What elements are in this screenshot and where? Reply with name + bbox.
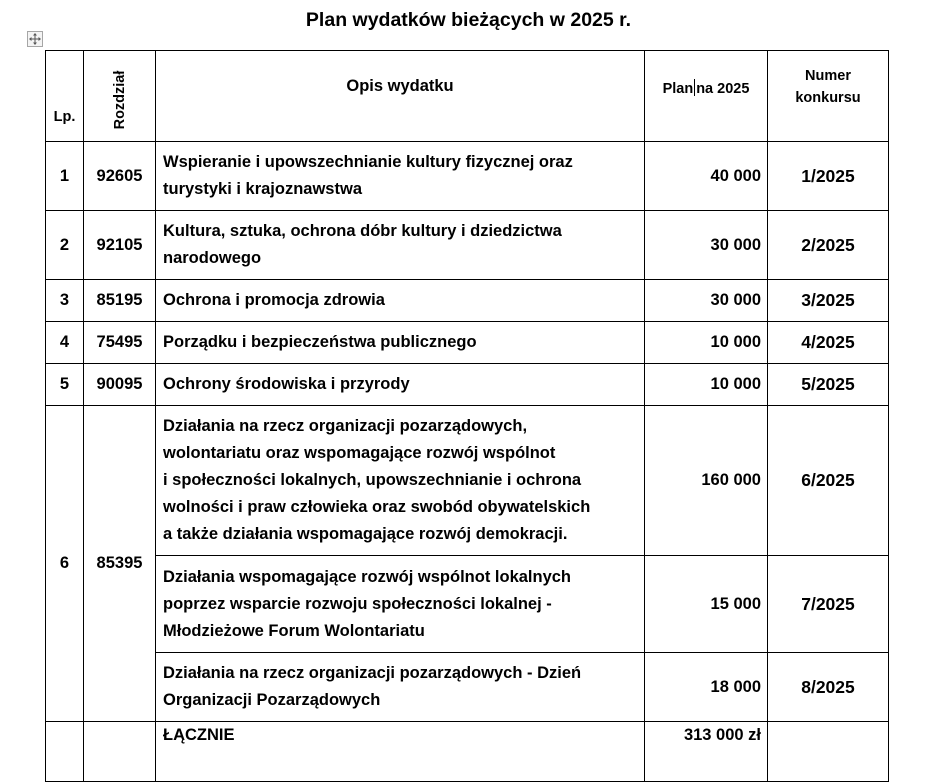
row-opis-line: Działania wspomagające rozwój wspólnot lokalnych (163, 567, 572, 586)
header-plan (645, 51, 768, 142)
row-lp: 5 (46, 364, 84, 406)
row-plan: 18 000 (645, 653, 768, 722)
row-opis-line: wolontariatu oraz wspomagające rozwój wspólnot (163, 444, 556, 462)
row-rozdzial: 90095 (84, 364, 156, 406)
row-opis-line: a także działania wspomagające rozwój demokracji. (163, 525, 568, 543)
row-rozdzial: 92105 (84, 211, 156, 280)
header-opis: Opis wydatku (156, 51, 645, 142)
row-opis-line: Działania na rzecz organizacji pozarządowych - Dzień (163, 664, 582, 682)
row-rozdzial: 75495 (84, 322, 156, 364)
table-row (46, 211, 889, 280)
row-opis (156, 364, 645, 406)
row-numer: 4/2025 (768, 322, 889, 364)
row-rozdzial: 92605 (84, 142, 156, 211)
row-plan: 15 000 (645, 556, 768, 653)
row-lp: 3 (46, 280, 84, 322)
table-row (46, 653, 889, 722)
row-opis (156, 406, 645, 556)
row-numer: 3/2025 (768, 280, 889, 322)
header-numer-line1: Numer (805, 68, 851, 84)
row-opis-line: Porządku i bezpieczeństwa publicznego (163, 333, 477, 351)
row-numer: 8/2025 (768, 653, 889, 722)
row-opis (156, 653, 645, 722)
row-opis-line: Kultura, sztuka, ochrona dóbr kultury i dziedzictwa (163, 222, 562, 240)
row-opis-line: wolności i praw człowieka oraz swobód obywatelskich (163, 498, 591, 516)
expenditure-table (45, 50, 889, 782)
header-rozdzial-label: Rozdział (111, 70, 128, 129)
row-lp: 6 (46, 406, 84, 722)
row-lp: 2 (46, 211, 84, 280)
total-numer-empty (768, 722, 889, 782)
row-rozdzial: 85395 (84, 406, 156, 722)
row-opis-line: poprzez wsparcie rozwoju społeczności lokalnej - (163, 594, 552, 613)
row-lp: 4 (46, 322, 84, 364)
row-numer: 7/2025 (768, 556, 889, 653)
row-plan: 10 000 (645, 364, 768, 406)
table-row (46, 406, 889, 556)
table-header-row (46, 51, 889, 142)
move-arrows-icon (29, 33, 41, 45)
row-lp: 1 (46, 142, 84, 211)
row-numer: 1/2025 (768, 142, 889, 211)
row-numer: 5/2025 (768, 364, 889, 406)
row-opis-line: Młodzieżowe Forum Wolontariatu (163, 621, 425, 640)
header-numer-line2: konkursu (795, 90, 861, 106)
table-row (46, 364, 889, 406)
row-opis-line: Działania na rzecz organizacji pozarządowych, (163, 417, 528, 435)
table-row (46, 142, 889, 211)
row-numer: 6/2025 (768, 406, 889, 556)
row-opis-line: Ochrona i promocja zdrowia (163, 291, 385, 309)
table-row (46, 556, 889, 653)
row-opis (156, 211, 645, 280)
row-opis-line: Ochrony środowiska i przyrody (163, 375, 410, 393)
total-plan: 313 000 zł (645, 722, 768, 782)
row-opis-line: Wspieranie i upowszechnianie kultury fizycznej oraz (163, 153, 573, 171)
total-row (46, 722, 889, 782)
total-rozdzial-empty (84, 722, 156, 782)
page-title: Plan wydatków bieżących w 2025 r. (305, 9, 632, 31)
row-opis (156, 322, 645, 364)
total-lp-empty (46, 722, 84, 782)
table-row (46, 280, 889, 322)
row-plan: 160 000 (645, 406, 768, 556)
header-rozdzial (84, 51, 156, 142)
row-opis-line: turystyki i krajoznawstwa (163, 180, 362, 198)
row-opis-line: narodowego (163, 249, 262, 267)
table-row (46, 322, 889, 364)
table-move-handle[interactable] (27, 31, 43, 47)
row-opis-line: i społeczności lokalnych, upowszechnianie i ochrona (163, 471, 582, 489)
row-plan: 30 000 (645, 280, 768, 322)
row-opis (156, 142, 645, 211)
row-opis-line: Organizacji Pozarządowych (163, 691, 381, 709)
header-plan-part1: Plan (662, 81, 694, 97)
header-numer (768, 51, 889, 142)
header-lp: Lp. (46, 51, 84, 142)
total-label: ŁĄCZNIE (156, 722, 645, 782)
row-rozdzial: 85195 (84, 280, 156, 322)
row-opis (156, 556, 645, 653)
row-plan: 40 000 (645, 142, 768, 211)
header-plan-part2: na 2025 (696, 81, 750, 97)
row-plan: 30 000 (645, 211, 768, 280)
row-opis (156, 280, 645, 322)
row-numer: 2/2025 (768, 211, 889, 280)
row-plan: 10 000 (645, 322, 768, 364)
